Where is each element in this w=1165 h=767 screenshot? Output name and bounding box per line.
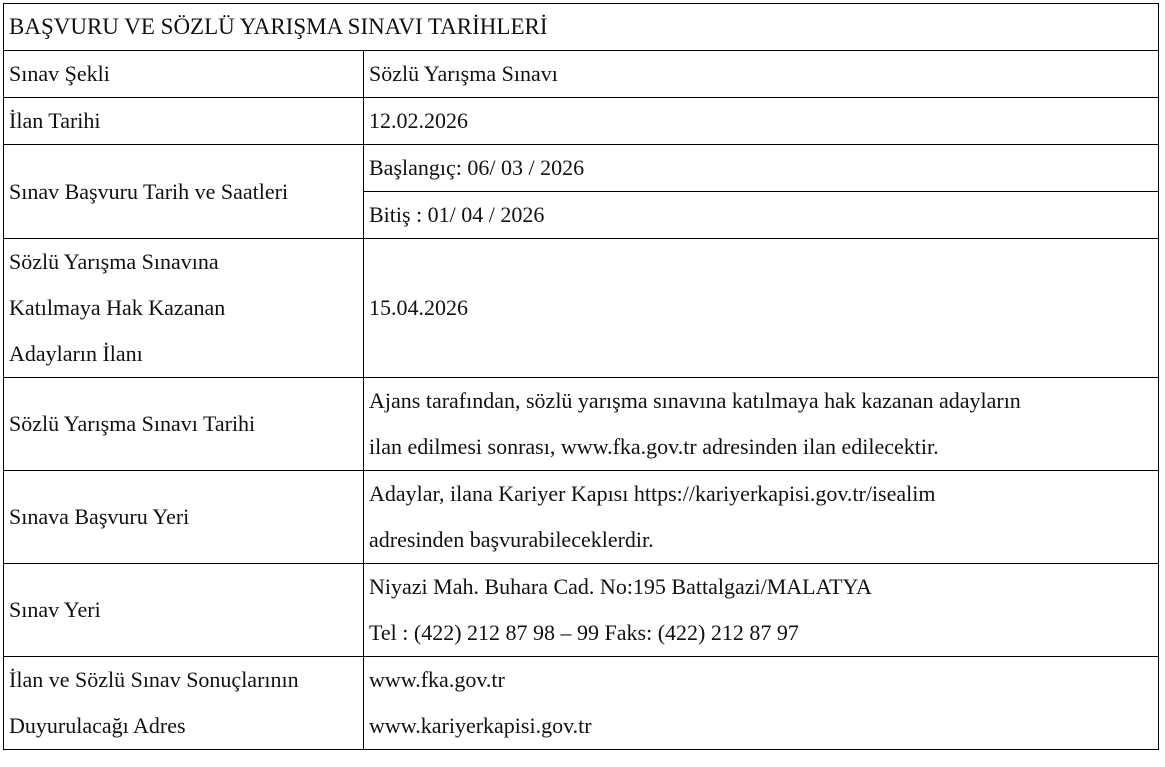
application-start-value: Başlangıç: 06/ 03 / 2026 (364, 145, 1159, 192)
exam-date-line-2: ilan edilmesi sonrası, www.fka.gov.tr adresinden ilan edilecektir. (369, 434, 939, 459)
results-address-value (364, 657, 1159, 750)
announcement-date-label: İlan Tarihi (4, 98, 364, 145)
application-place-label: Sınava Başvuru Yeri (4, 471, 364, 564)
results-label-line-2: Duyurulacağı Adres (9, 713, 186, 738)
results-link-kariyerkapisi: www.kariyerkapisi.gov.tr (369, 713, 592, 738)
table-row-exam-date (4, 378, 1159, 471)
exam-date-line-1: Ajans tarafından, sözlü yarışma sınavına katılmaya hak kazanan adayların (369, 388, 1021, 413)
table-row-exam-place (4, 564, 1159, 657)
eligible-announcement-label (4, 239, 364, 378)
exam-dates-table (3, 3, 1159, 750)
application-end-value: Bitiş : 01/ 04 / 2026 (364, 192, 1159, 239)
application-place-line-1: Adaylar, ilana Kariyer Kapısı https://kariyerkapisi.gov.tr/isealim (369, 481, 936, 506)
eligible-announcement-value: 15.04.2026 (364, 239, 1159, 378)
application-place-line-2: adresinden başvurabileceklerdir. (369, 527, 654, 552)
table-row-results-address (4, 657, 1159, 750)
table-title-row (4, 4, 1159, 51)
exam-place-value (364, 564, 1159, 657)
eligible-label-line-2: Katılmaya Hak Kazanan (9, 295, 226, 320)
announcement-date-value: 12.02.2026 (364, 98, 1159, 145)
exam-place-label: Sınav Yeri (4, 564, 364, 657)
results-address-label (4, 657, 364, 750)
exam-type-label: Sınav Şekli (4, 51, 364, 98)
exam-date-value (364, 378, 1159, 471)
table-row-eligible-announcement (4, 239, 1159, 378)
exam-type-value: Sözlü Yarışma Sınavı (364, 51, 1159, 98)
table-row-application-place (4, 471, 1159, 564)
table-row-application-start (4, 145, 1159, 192)
application-dates-label: Sınav Başvuru Tarih ve Saatleri (4, 145, 364, 239)
exam-place-phone: Tel : (422) 212 87 98 – 99 Faks: (422) 212 87 97 (369, 620, 799, 645)
results-link-fka: www.fka.gov.tr (369, 667, 505, 692)
application-place-value (364, 471, 1159, 564)
exam-place-address: Niyazi Mah. Buhara Cad. No:195 Battalgazi/MALATYA (369, 574, 872, 599)
eligible-label-line-3: Adayların İlanı (9, 341, 143, 366)
table-row-announcement-date (4, 98, 1159, 145)
results-label-line-1: İlan ve Sözlü Sınav Sonuçlarının (9, 667, 299, 692)
eligible-label-line-1: Sözlü Yarışma Sınavına (9, 249, 219, 274)
table-title: BAŞVURU VE SÖZLÜ YARIŞMA SINAVI TARİHLERİ (4, 4, 1159, 51)
exam-date-label: Sözlü Yarışma Sınavı Tarihi (4, 378, 364, 471)
table-row-exam-type (4, 51, 1159, 98)
